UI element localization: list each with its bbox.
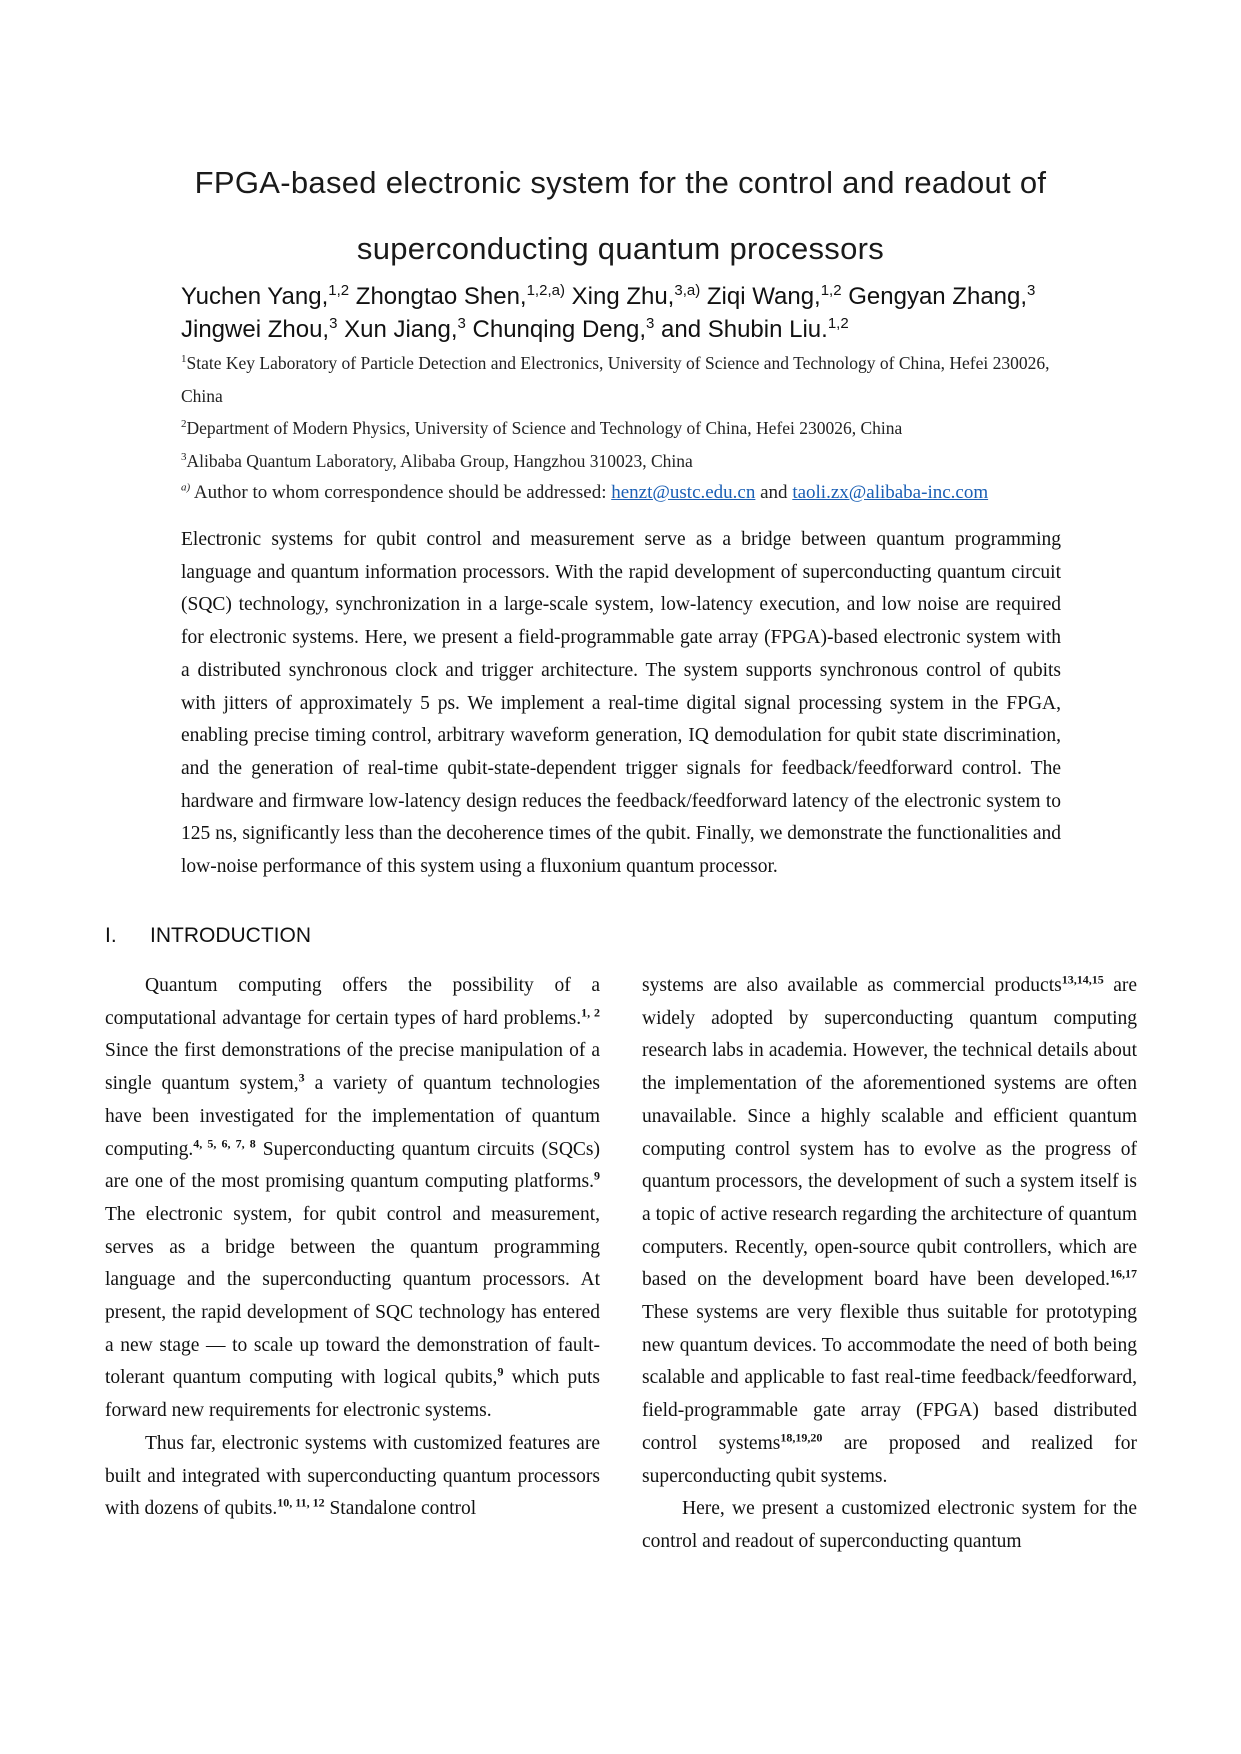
left-column [105,970,600,1526]
affiliations [181,347,1061,510]
author-name: Zhongtao Shen, [355,283,527,310]
paragraph: Quantum computing offers the possibility of a computational advantage for certain types of hard problems.$^{1, 2}$ Since the first demonstrations of the precise manipulation of a single quantum system,$^3$ a variety of quantum technologies have been investigated for the implementation of quantum computing.$^{4, 5, 6, 7, 8}$ Superconducting quantum circuits (SQCs) are one of the most promising quantum computing platforms.$^9$ The electronic system, for qubit control and measurement, serves as a bridge between the quantum programming language and the superconducting quantum processors. At present, the rapid development of SQC technology has entered a new stage — to scale up toward the demonstration of fault-tolerant quantum computing with logical qubits,$^9$ which puts forward new requirements for electronic systems. [105,975,600,1422]
paragraph: Thus far, electronic systems with customized features are built and integrated with superconducting quantum processors with dozens of qubits.$^{10, 11, 12}$ Standalone control [105,1432,600,1520]
section-heading [105,924,311,948]
author-affiliation-marker: 3,a) [674,282,701,299]
citation: 16,17 [1110,1266,1137,1281]
author-affiliation-marker: 3 [457,315,466,332]
author-affiliation-marker: 1,2 [827,315,849,332]
author-affiliation-marker: 1,2 [820,282,842,299]
citation: 13,14,15 [1061,972,1104,987]
email-link-2[interactable]: taoli.zx@alibaba-inc.com [792,482,989,503]
author-name: Xing Zhu, [571,283,675,310]
affiliation-1: $^1$State Key Laboratory of Particle Detection and Electronics, University of Science and Technology of China, Hefei 230026, China [181,353,1050,406]
author-name: and Shubin Liu. [661,316,828,343]
author-affiliation-marker: 3 [329,315,338,332]
author-name: Chunqing Deng, [472,316,646,343]
author-affiliation-marker: 1,2,a) [526,282,565,299]
citation: 1, 2 [581,1005,600,1020]
affiliation-2: $^2$Department of Modern Physics, University of Science and Technology of China, Hefei 230026, China [181,418,903,438]
author-affiliation-marker: 1,2 [328,282,350,299]
author-name: Xun Jiang, [344,316,458,343]
section-number: I. [105,924,117,947]
section-title: INTRODUCTION [150,924,311,947]
citation: 4, 5, 6, 7, 8 [193,1136,256,1151]
author-name: Yuchen Yang, [181,283,329,310]
right-column [642,970,1137,1559]
citation: 9 [594,1168,600,1183]
author-name: Ziqi Wang, [706,283,821,310]
correspondence-note: $^{a)}$ Author to whom correspondence should be addressed: henzt@ustc.edu.cn and taoli.zx@alibaba-inc.com [181,481,989,503]
affiliation-3: $^3$Alibaba Quantum Laboratory, Alibaba Group, Hangzhou 310023, China [181,450,693,471]
paper-title: FPGA-based electronic system for the control and readout of superconducting quantum processors [194,165,1047,266]
citation: 9 [497,1364,504,1379]
abstract: Electronic systems for qubit control and measurement serve as a bridge between quantum programming language and quantum information processors. With the rapid development of superconducting quantum circuit (SQC) technology, synchronization in a large-scale system, low-latency execution, and low noise are required for electronic systems. Here, we present a field-programmable gate array (FPGA)-based electronic system with a distributed synchronous clock and trigger architecture. The system supports synchronous control of qubits with jitters of approximately 5 ps. We implement a real-time digital signal processing system in the FPGA, enabling precise timing control, arbitrary waveform generation, IQ demodulation for qubit state discrimination, and the generation of real-time qubit-state-dependent trigger signals for feedback/feedforward control. The hardware and firmware low-latency design reduces the feedback/feedforward latency of the electronic system to 125 ns, significantly less than the decoherence times of the qubit. Finally, we demonstrate the functionalities and low-noise performance of this system using a fluxonium quantum processor. [181,529,1061,878]
author-list [181,280,1061,346]
author-affiliation-marker: 3 [646,315,655,332]
author-name: Jingwei Zhou, [181,316,330,343]
citation: 18,19,20 [780,1430,823,1445]
author-name: Gengyan Zhang, [848,283,1028,310]
citation: 10, 11, 12 [277,1495,325,1510]
paragraph: systems are also available as commercial products$^{13,14,15}$ are widely adopted by superconducting quantum computing research labs in academia. However, the technical details about the implementation of the aforementioned systems are often unavailable. Since a highly scalable and efficient quantum computing control system has to evolve as the progress of quantum processors, the development of such a system itself is a topic of active research regarding the architecture of quantum computers. Recently, open-source qubit controllers, which are based on the development board have been developed.$^{16,17}$ These systems are very flexible thus suitable for prototyping new quantum devices. To accommodate the need of both being scalable and applicable to fast real-time feedback/feedforward, field-programmable gate array (FPGA) based distributed control systems$^{18,19,20}$ are proposed and realized for superconducting qubit systems. [642,972,1137,1487]
paragraph: Here, we present a customized electronic system for the control and readout of superconducting quantum [642,1498,1137,1552]
citation: 3 [298,1070,305,1085]
author-affiliation-marker: 3 [1027,282,1036,299]
email-link-1[interactable]: henzt@ustc.edu.cn [611,482,756,503]
